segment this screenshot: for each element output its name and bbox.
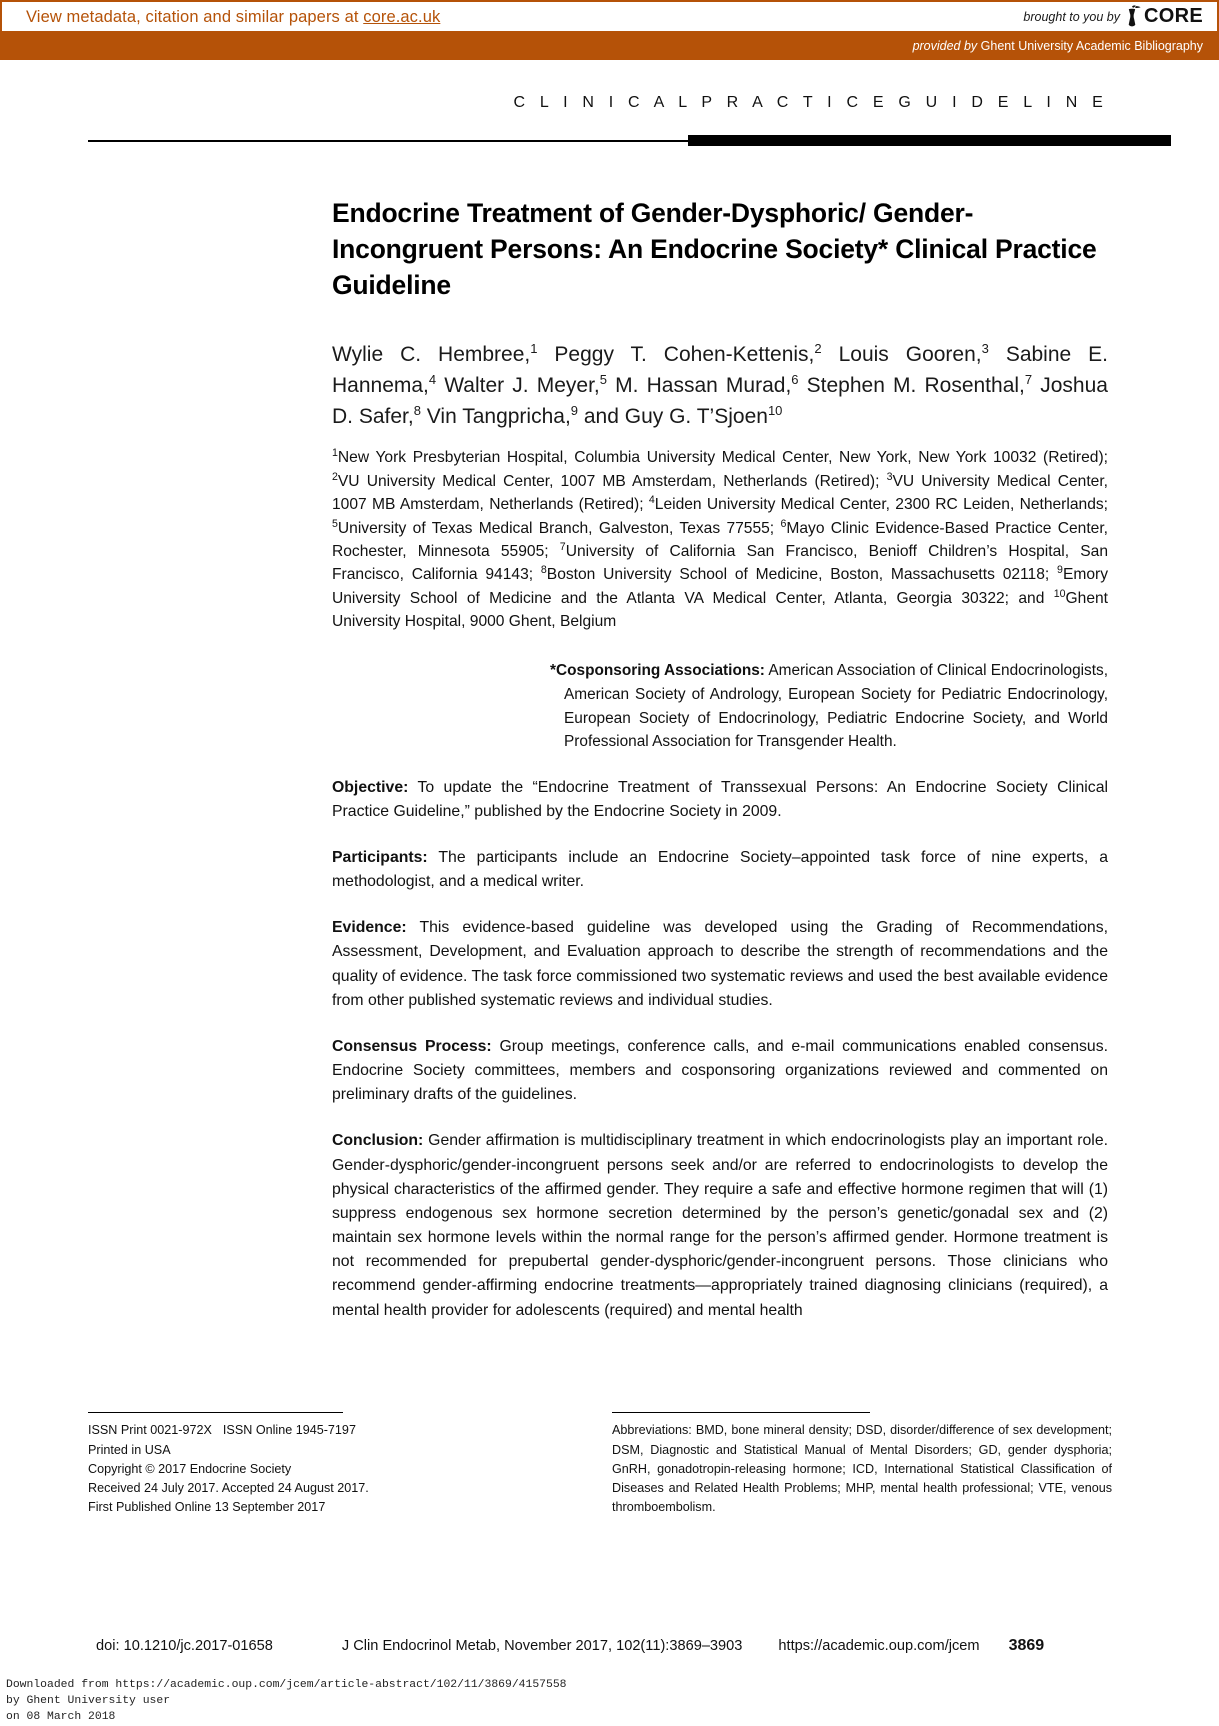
abstract-section-text: The participants include an Endocrine Society–appointed task force of nine experts, a methodologist, and a medical writer. [332,849,1108,891]
core-banner-top [0,0,1219,33]
printed-in: Printed in USA [88,1442,171,1457]
provided-by-prefix: provided by [912,38,978,53]
footnote-left-column [88,1412,369,1518]
cosponsoring-associations: *Cosponsoring Associations: American Association of Clinical Endocrinologists, American Society of Andrology, European Society for Pediatric Endocrinology, European Society of Endocrinology, Pediatric Endocrine Society, and World Professional Association for Transgender Health. [550,662,1108,751]
download-stamp-line-3: on 08 March 2018 [6,1711,116,1724]
received-accepted-line: Received 24 July 2017. Accepted 24 August 2017. [88,1481,369,1496]
abbreviations-text: Abbreviations: BMD, bone mineral density; DSD, disorder/difference of sex development; DSM, Diagnostic and Statistical Manual of Mental Disorders; GD, gender dysphoria; GnRH, gonadotropin-releasing hormone; ICD, International Statistical Classification of Diseases and Related Health Problems; MHP, mental health professional; VTE, venous thromboembolism. [612,1423,1112,1515]
abstract-section-text: To update the “Endocrine Treatment of Transsexual Persons: An Endocrine Society Clinical Practice Guideline,” published by the Endocrine Society in 2009. [332,778,1108,820]
author-list: Wylie C. Hembree,$^1$ Peggy T. Cohen-Kettenis,$^2$ Louis Gooren,$^3$ Sabine E. Hannema,$^4$ Walter J. Meyer,$^5$ M. Hassan Murad,$^6$ Stephen M. Rosenthal,$^7$ Joshua D. Safer,$^8$ Vin Tangpricha,$^9$ and Guy G. T’Sjoen$^{10}$ [332,341,1108,429]
header-rule-thick [688,135,1171,146]
core-metadata-text [26,8,440,27]
abstract-section [332,1129,1108,1322]
abstract-section-label: Evidence: [332,919,407,937]
issn-online: ISSN Online 1945-7197 [222,1423,356,1438]
abstract-section-label: Consensus Process: [332,1037,492,1055]
publication-bar [0,1637,1219,1655]
download-stamp-line-1: Downloaded from https://academic.oup.com/jcem/article-abstract/102/11/3869/4157558 [6,1679,567,1691]
abstract-section-label: Participants: [332,849,428,867]
abstract-section-text: Group meetings, conference calls, and e-mail communications enabled consensus. Endocrine Society committees, members and cosponsoring organizations reviewed and commented on preliminary drafts of the guidelines. [332,1037,1108,1104]
core-metadata-label: View metadata, citation and similar papers at [26,8,364,26]
doi-text: doi: 10.1210/jc.2017-01658 [96,1638,273,1654]
abstract-section-text: Gender affirmation is multidisciplinary treatment in which endocrinologists play an important role. Gender-dysphoric/gender-incongruent persons seek and/or are referred to endocrinologists to develop the physical characteristics of the affirmed gender. They require a safe and effective hormone regimen that will (1) suppress endogenous sex hormone secretion determined by the person’s genetic/gonadal sex and (2) maintain sex hormone levels within the normal range for the person’s affirmed gender. Hormone treatment is not recommended for prepubertal gender-dysphoric/gender-incongruent persons. Those clinicians who recommend gender-affirming endocrine treatments—appropriately trained diagnosing clinicians (required), a mental health provider for adolescents (required) and mental health [332,1132,1108,1319]
core-banner [0,0,1219,60]
first-published-line: First Published Online 13 September 2017 [88,1500,326,1515]
footnote-right-rule [612,1412,870,1413]
abstract-sections [332,776,1108,1323]
abstract-section-text: This evidence-based guideline was developed using the Grading of Recommendations, Assessment, Development, and Evaluation approach to describe the strength of recommendations and the quality of evidence. The task force commissioned two systematic reviews and used the best available evidence from other published systematic reviews and individual studies. [332,919,1108,1009]
document-page [0,94,1219,1724]
abstract-section-label: Conclusion: [332,1132,424,1150]
issn-line [88,1421,356,1440]
download-stamp [6,1677,567,1726]
copyright-line: Copyright © 2017 Endocrine Society [88,1461,292,1476]
abstract-section [332,916,1108,1013]
running-head: C L I N I C A L P R A C T I C E G U I D E L I N E [513,94,1108,111]
provided-by-source: Ghent University Academic Bibliography [980,38,1203,53]
header-rule-thin [88,140,688,142]
journal-url[interactable]: https://academic.oup.com/jcem [778,1638,980,1654]
footnote-right-column [612,1412,1112,1518]
page-title: Endocrine Treatment of Gender-Dysphoric/ Gender-Incongruent Persons: An Endocrine Society* Clinical Practice Guideline [332,198,1097,301]
abstract-section [332,776,1108,824]
core-ac-uk-link[interactable]: core.ac.uk [363,8,441,26]
core-brand [1023,5,1203,28]
abstract-section-label: Objective: [332,778,409,796]
footnote-left-rule [88,1412,343,1413]
issn-print: ISSN Print 0021-972X [88,1423,212,1438]
core-logo-wordmark: CORE [1144,5,1203,27]
article-content [332,195,1108,1323]
core-banner-bottom [0,31,1219,60]
abstract-section [332,846,1108,894]
affiliations-block: $^1$New York Presbyterian Hospital, Columbia University Medical Center, New York, New York 10032 (Retired); $^2$VU University Medical Center, 1007 MB Amsterdam, Netherlands (Retired); $^3$VU University Medical Center, 1007 MB Amsterdam, Netherlands (Retired); $^4$Leiden University Medical Center, 2300 RC Leiden, Netherlands; $^5$University of Texas Medical Branch, Galveston, Texas 77555; $^6$Mayo Clinic Evidence-Based Practice Center, Rochester, Minnesota 55905; $^7$University of California San Francisco, Benioff Children’s Hospital, San Francisco, California 94143; $^8$Boston University School of Medicine, Boston, Massachusetts 02118; $^9$Emory University School of Medicine and the Atlanta VA Medical Center, Atlanta, Georgia 30322; and $^{10}$Ghent University Hospital, 9000 Ghent, Belgium [332,447,1109,631]
journal-citation: J Clin Endocrinol Metab, November 2017, 102(11):3869–3903 [341,1638,743,1654]
download-stamp-line-2: by Ghent University user [6,1695,171,1708]
footnotes [0,1412,1219,1518]
page-number: 3869 [1008,1637,1045,1654]
core-provided-by [913,39,1203,53]
apple-core-icon [1123,5,1141,28]
running-head-row [0,94,1219,130]
abstract-section [332,1035,1108,1107]
brought-to-you-by-label: brought to you by [1023,9,1121,24]
header-rule-row [0,135,1219,149]
